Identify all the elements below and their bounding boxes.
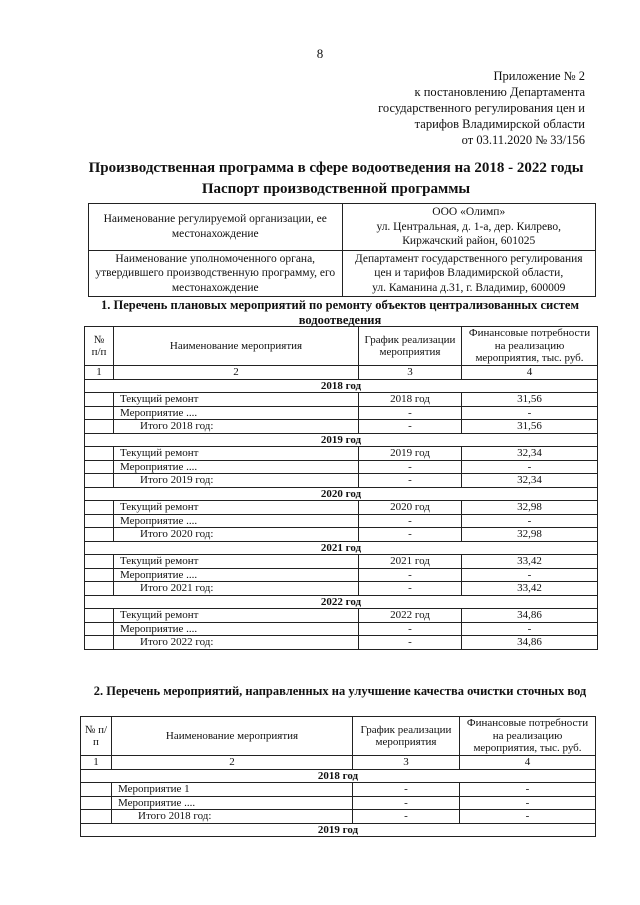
row-number xyxy=(85,622,114,636)
measure-schedule: - xyxy=(359,568,462,582)
measure-schedule: - xyxy=(359,514,462,528)
section2-title: 2. Перечень мероприятий, направленных на улучшение качества очистки сточных вод xyxy=(93,684,587,698)
measure-amount: - xyxy=(460,810,596,824)
measure-schedule: - xyxy=(353,796,460,810)
header-num: № п/п xyxy=(85,327,114,366)
row-number xyxy=(81,783,112,797)
measure-name: Текущий ремонт xyxy=(114,447,359,461)
measure-amount: 33,42 xyxy=(462,582,598,596)
measure-amount: 34,86 xyxy=(462,609,598,623)
row-number xyxy=(85,447,114,461)
measure-name: Мероприятие .... xyxy=(114,514,359,528)
passport-value-line: ул. Центральная, д. 1-а, дер. Килрево, xyxy=(376,220,562,233)
row-number xyxy=(85,568,114,582)
year-row xyxy=(81,823,596,837)
row-number xyxy=(85,582,114,596)
row-number xyxy=(85,514,114,528)
measure-name: Мероприятие .... xyxy=(114,406,359,420)
measure-name: Мероприятие .... xyxy=(114,622,359,636)
passport-value xyxy=(342,204,596,251)
measure-schedule: 2018 год xyxy=(359,393,462,407)
measure-amount: - xyxy=(462,568,598,582)
header-finance: Финансовые потребности на реализацию мероприятия, тыс. руб. xyxy=(460,717,596,756)
measure-name: Мероприятие 1 xyxy=(112,783,353,797)
measure-schedule: - xyxy=(353,783,460,797)
measure-schedule: - xyxy=(359,636,462,650)
passport-label: Наименование регулируемой организации, ее местонахождение xyxy=(89,204,343,251)
table-header-row xyxy=(81,717,596,756)
measure-schedule: - xyxy=(359,474,462,488)
measure-amount: 32,98 xyxy=(462,528,598,542)
appendix-line: тарифов Владимирской области xyxy=(414,117,585,131)
row-number xyxy=(85,406,114,420)
measure-schedule: 2021 год xyxy=(359,555,462,569)
page-number: 8 xyxy=(316,46,324,61)
passport-table xyxy=(88,203,596,297)
table-row xyxy=(85,501,598,515)
column-number-row xyxy=(85,366,598,380)
measure-schedule: 2019 год xyxy=(359,447,462,461)
col-number: 1 xyxy=(85,366,114,380)
measure-name: Текущий ремонт xyxy=(114,501,359,515)
measure-schedule: - xyxy=(359,528,462,542)
year-row xyxy=(81,769,596,783)
row-number xyxy=(85,528,114,542)
table-header-row xyxy=(85,327,598,366)
year-label: 2019 год xyxy=(85,433,598,447)
passport-row xyxy=(89,204,596,251)
col-number: 3 xyxy=(359,366,462,380)
year-row xyxy=(85,487,598,501)
table-row xyxy=(85,474,598,488)
year-row xyxy=(85,541,598,555)
header-schedule: График реализации мероприятия xyxy=(353,717,460,756)
row-number xyxy=(85,393,114,407)
measure-name: Итого 2021 год: xyxy=(114,582,359,596)
table-row xyxy=(85,582,598,596)
measure-amount: 32,34 xyxy=(462,447,598,461)
year-label: 2020 год xyxy=(85,487,598,501)
header-num: № п/п xyxy=(81,717,112,756)
column-number-row xyxy=(81,756,596,770)
measure-amount: 31,56 xyxy=(462,393,598,407)
measure-name: Итого 2020 год: xyxy=(114,528,359,542)
repair-measures-table xyxy=(84,326,598,650)
year-row xyxy=(85,595,598,609)
passport-value-line: цен и тарифов Владимирской области, xyxy=(374,267,564,279)
table-row xyxy=(85,636,598,650)
col-number: 4 xyxy=(462,366,598,380)
row-number xyxy=(85,501,114,515)
measure-schedule: 2022 год xyxy=(359,609,462,623)
table-row xyxy=(85,609,598,623)
measure-name: Итого 2022 год: xyxy=(114,636,359,650)
measure-schedule: - xyxy=(359,420,462,434)
measure-amount: 32,34 xyxy=(462,474,598,488)
table-row xyxy=(81,783,596,797)
header-name: Наименование мероприятия xyxy=(112,717,353,756)
table-row xyxy=(85,420,598,434)
row-number xyxy=(85,460,114,474)
measure-amount: 33,42 xyxy=(462,555,598,569)
col-number: 4 xyxy=(460,756,596,770)
year-label: 2018 год xyxy=(85,379,598,393)
section1-title: 1. Перечень плановых мероприятий по ремонту объектов централизованных систем водоотведения xyxy=(101,298,579,327)
year-label: 2021 год xyxy=(85,541,598,555)
measure-amount: - xyxy=(462,622,598,636)
passport-title: Паспорт производственной программы xyxy=(201,181,471,197)
table-row xyxy=(85,514,598,528)
appendix-header xyxy=(378,68,585,148)
table-row xyxy=(85,393,598,407)
measure-amount: - xyxy=(460,783,596,797)
year-row xyxy=(85,379,598,393)
measure-name: Мероприятие .... xyxy=(114,460,359,474)
row-number xyxy=(85,609,114,623)
measure-name: Мероприятие .... xyxy=(112,796,353,810)
document-title: Производственная программа в сфере водоотведения на 2018 - 2022 годы xyxy=(88,160,584,176)
measure-amount: 32,98 xyxy=(462,501,598,515)
table-row xyxy=(85,622,598,636)
measure-name: Итого 2018 год: xyxy=(112,810,353,824)
passport-value-line: Киржачский район, 601025 xyxy=(402,235,536,247)
appendix-line: Приложение № 2 xyxy=(493,69,585,83)
measure-schedule: - xyxy=(359,622,462,636)
passport-value-line: Департамент государственного регулирования xyxy=(354,252,583,265)
measure-amount: 34,86 xyxy=(462,636,598,650)
table-row xyxy=(85,406,598,420)
col-number: 2 xyxy=(112,756,353,770)
table-row xyxy=(81,810,596,824)
measure-schedule: - xyxy=(359,460,462,474)
appendix-line: государственного регулирования цен и xyxy=(378,101,585,115)
year-label: 2019 год xyxy=(81,823,596,837)
passport-value-line: ул. Каманина д.31, г. Владимир, 600009 xyxy=(372,281,566,294)
row-number xyxy=(81,796,112,810)
table-row xyxy=(85,555,598,569)
header-schedule: График реализации мероприятия xyxy=(359,327,462,366)
year-row xyxy=(85,433,598,447)
appendix-line: от 03.11.2020 № 33/156 xyxy=(461,133,585,147)
measure-schedule: - xyxy=(359,582,462,596)
row-number xyxy=(85,474,114,488)
measure-schedule: - xyxy=(359,406,462,420)
treatment-measures-table xyxy=(80,716,596,837)
measure-name: Мероприятие .... xyxy=(114,568,359,582)
row-number xyxy=(85,420,114,434)
measure-amount: - xyxy=(462,514,598,528)
measure-amount: - xyxy=(460,796,596,810)
col-number: 2 xyxy=(114,366,359,380)
measure-amount: - xyxy=(462,460,598,474)
appendix-line: к постановлению Департамента xyxy=(414,85,585,99)
table-row xyxy=(85,568,598,582)
row-number xyxy=(85,555,114,569)
passport-value-line: ООО «Олимп» xyxy=(432,206,506,218)
year-label: 2018 год xyxy=(81,769,596,783)
table-row xyxy=(85,528,598,542)
measure-amount: 31,56 xyxy=(462,420,598,434)
measure-name: Текущий ремонт xyxy=(114,555,359,569)
measure-schedule: - xyxy=(353,810,460,824)
table-row xyxy=(85,447,598,461)
header-name: Наименование мероприятия xyxy=(114,327,359,366)
passport-row xyxy=(89,250,596,297)
measure-name: Текущий ремонт xyxy=(114,609,359,623)
measure-schedule: 2020 год xyxy=(359,501,462,515)
measure-name: Текущий ремонт xyxy=(114,393,359,407)
header-finance: Финансовые потребности на реализацию мероприятия, тыс. руб. xyxy=(462,327,598,366)
passport-value xyxy=(342,250,596,297)
row-number xyxy=(81,810,112,824)
row-number xyxy=(85,636,114,650)
measure-name: Итого 2019 год: xyxy=(114,474,359,488)
table-row xyxy=(81,796,596,810)
col-number: 3 xyxy=(353,756,460,770)
measure-name: Итого 2018 год: xyxy=(114,420,359,434)
col-number: 1 xyxy=(81,756,112,770)
year-label: 2022 год xyxy=(85,595,598,609)
passport-label: Наименование уполномоченного органа, утвердившего производственную программу, его местонахождение xyxy=(89,250,343,297)
measure-amount: - xyxy=(462,406,598,420)
table-row xyxy=(85,460,598,474)
